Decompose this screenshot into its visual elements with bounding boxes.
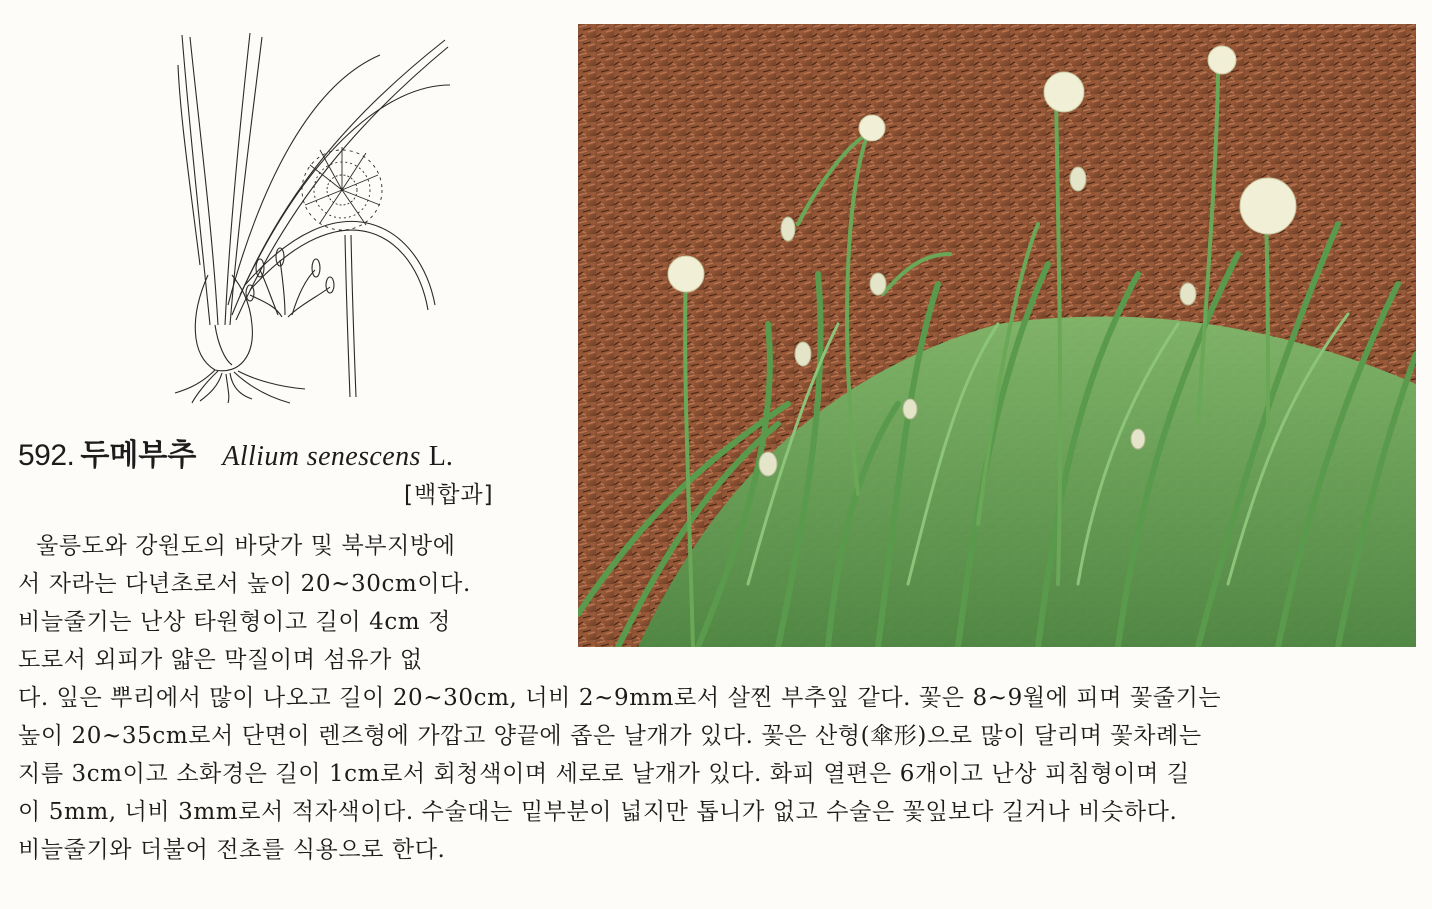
- description-line: 도로서 외피가 얇은 막질이며 섬유가 없: [18, 647, 423, 673]
- description-line: 높이 20~35cm로서 단면이 렌즈형에 가깝고 양끝에 좁은 날개가 있다. 꽃은 산형(傘形)으로 많이 달리며 꽃차례는: [18, 723, 1202, 749]
- description-line: 지름 3cm이고 소화경은 길이 1cm로서 회청색이며 세로로 날개가 있다. 화피 열편은 6개이고 난상 피침형이며 길: [18, 761, 1190, 787]
- description-line: 이 5mm, 너비 3mm로서 적자색이다. 수술대는 밑부분이 넓지만 톱니가 없고 수술은 꽃잎보다 길거나 비슷하다.: [18, 799, 1178, 825]
- plant-line-illustration: [170, 25, 460, 405]
- entry-number: 592.: [18, 439, 75, 472]
- description-line: 비늘줄기는 난상 타원형이고 길이 4cm 정: [18, 609, 451, 635]
- description-line: 서 자라는 다년초로서 높이 20~30cm이다.: [18, 571, 471, 597]
- scientific-name: Allium senescens: [222, 441, 421, 472]
- entry-title: [18, 430, 453, 474]
- korean-plant-name: 두메부추: [80, 438, 197, 473]
- plant-photograph: [578, 24, 1416, 647]
- description-line: 다. 잎은 뿌리에서 많이 나오고 길이 20~30cm, 너비 2~9mm로서 살찐 부추잎 같다. 꽃은 8~9월에 피며 꽃줄기는: [18, 685, 1222, 711]
- plant-family: [백합과]: [404, 482, 494, 508]
- author-abbreviation: L.: [428, 441, 453, 472]
- description-line: 비늘줄기와 더불어 전초를 식용으로 한다.: [18, 837, 446, 863]
- description-line: 울릉도와 강원도의 바닷가 및 북부지방에: [36, 533, 456, 559]
